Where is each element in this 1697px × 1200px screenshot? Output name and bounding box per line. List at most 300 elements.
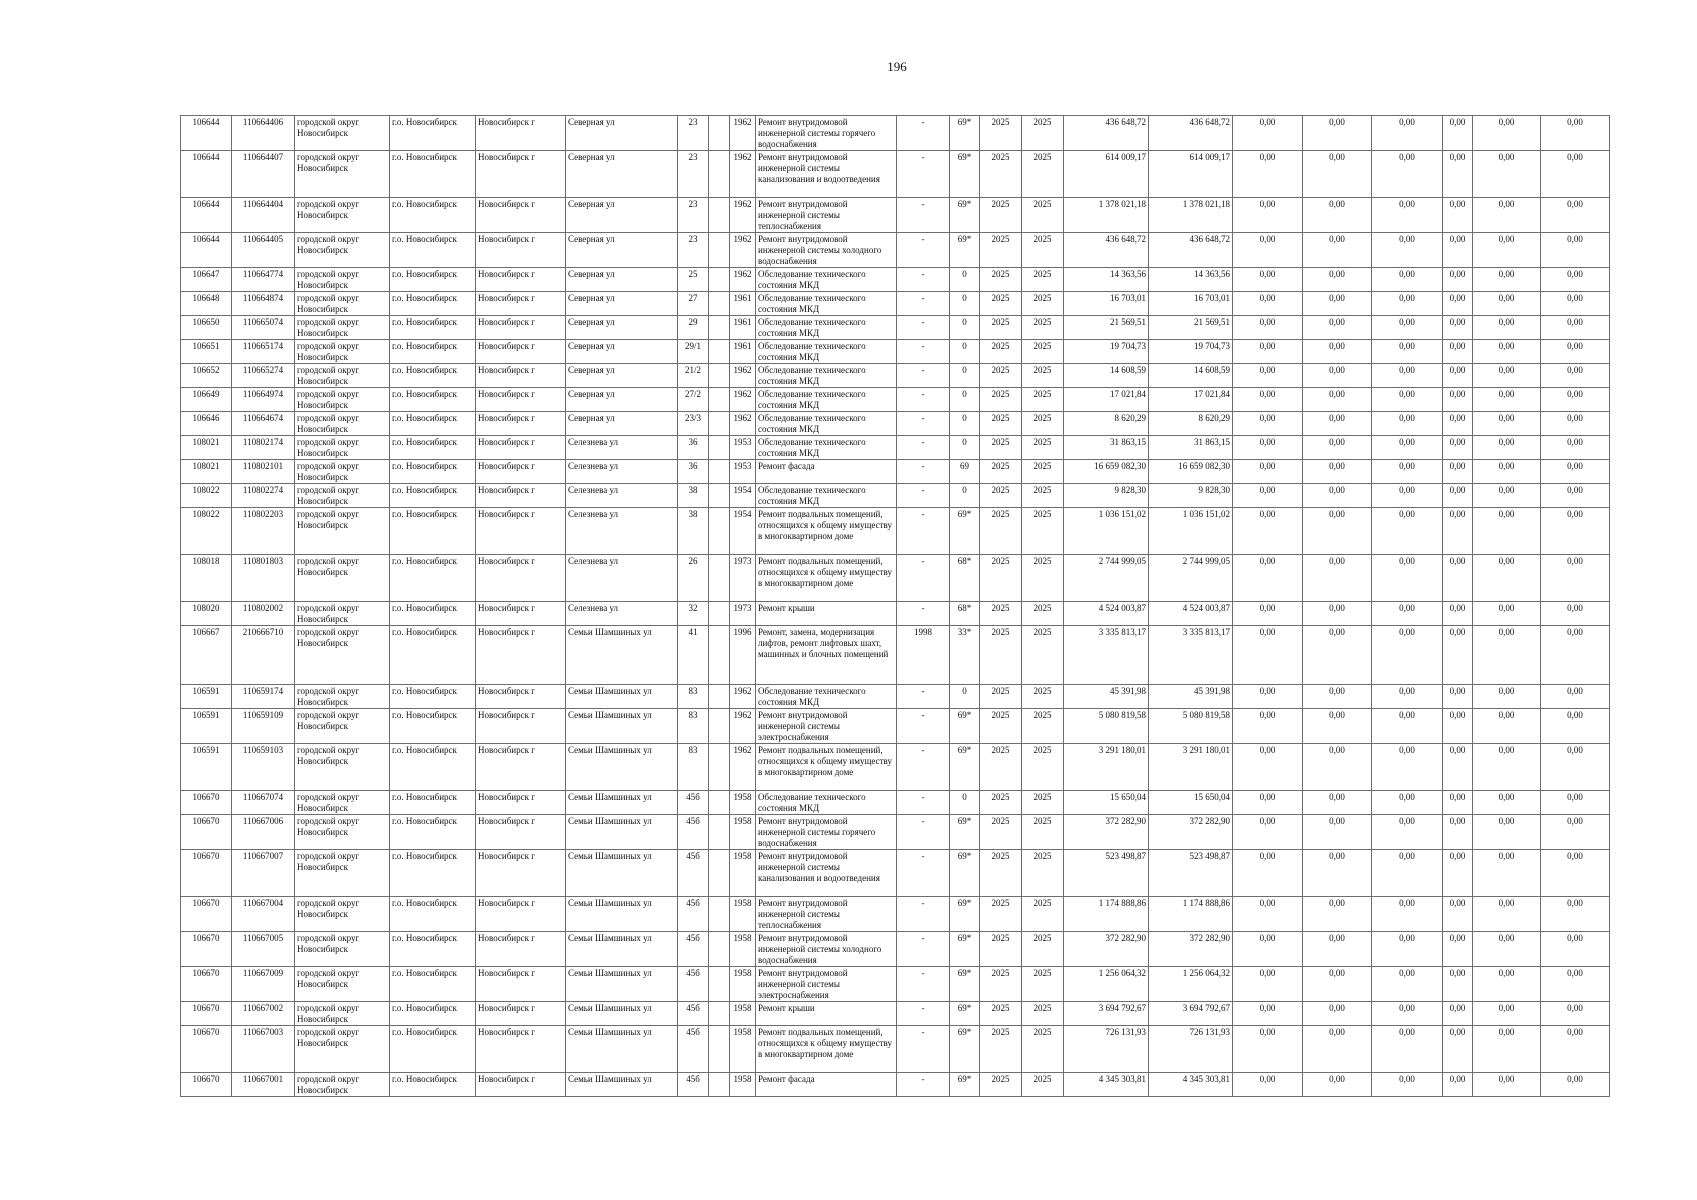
cell-housing	[709, 1002, 730, 1026]
cell-cost-col-6: 0,00	[1443, 292, 1473, 316]
cell-total-cost: 4 345 303,81	[1064, 1073, 1149, 1097]
cell-cost-col-4: 0,00	[1303, 815, 1372, 850]
cell-work-id: 110664406	[232, 116, 295, 151]
cell-cost-col-4: 0,00	[1303, 897, 1372, 932]
cell-fund-cost: 4 345 303,81	[1149, 1073, 1233, 1097]
cell-cost-col-8: 0,00	[1541, 233, 1610, 268]
cell-settlement: Новосибирск г	[476, 292, 566, 316]
cell-build-year: 1958	[730, 791, 756, 815]
cell-object-id: 108020	[181, 602, 232, 626]
cell-cost-col-5: 0,00	[1372, 508, 1443, 555]
cell-plan-end-year: 2025	[1022, 709, 1064, 744]
cell-house-number: 38	[678, 484, 709, 508]
cell-settlement: Новосибирск г	[476, 436, 566, 460]
cell-object-id: 106647	[181, 268, 232, 292]
cell-object-id: 106644	[181, 151, 232, 198]
cell-cost-col-6: 0,00	[1443, 436, 1473, 460]
cell-build-year: 1962	[730, 198, 756, 233]
cell-cost-col-6: 0,00	[1443, 484, 1473, 508]
cell-cost-col-5: 0,00	[1372, 1026, 1443, 1073]
cell-work-type: Ремонт крыши	[756, 1002, 897, 1026]
cell-total-cost: 1 256 064,32	[1064, 967, 1149, 1002]
cell-work-type: Ремонт подвальных помещений, относящихся к общему имуществу в многоквартирном доме	[756, 555, 897, 602]
cell-wear-percent: 69*	[950, 233, 980, 268]
cell-cost-col-8: 0,00	[1541, 116, 1610, 151]
table-row	[181, 151, 1610, 198]
cell-work-id: 110667001	[232, 1073, 295, 1097]
cell-work-type: Обследование технического состояния МКД	[756, 484, 897, 508]
cell-cost-col-6: 0,00	[1443, 897, 1473, 932]
cell-cost-col-8: 0,00	[1541, 791, 1610, 815]
cell-street: Северная ул	[566, 412, 678, 436]
cell-cost-col-3: 0,00	[1233, 815, 1303, 850]
cell-municipal-district: городской округ Новосибирск	[295, 268, 390, 292]
cell-cost-col-4: 0,00	[1303, 1002, 1372, 1026]
cell-cost-col-3: 0,00	[1233, 602, 1303, 626]
cell-municipal-district: городской округ Новосибирск	[295, 1002, 390, 1026]
cell-last-repair-year: -	[897, 292, 950, 316]
cell-object-id: 106644	[181, 233, 232, 268]
cell-plan-end-year: 2025	[1022, 412, 1064, 436]
cell-build-year: 1958	[730, 967, 756, 1002]
cell-municipal-district: городской округ Новосибирск	[295, 198, 390, 233]
cell-work-id: 110667005	[232, 932, 295, 967]
cell-work-id: 110664407	[232, 151, 295, 198]
cell-cost-col-5: 0,00	[1372, 412, 1443, 436]
cell-house-number: 45б	[678, 932, 709, 967]
cell-work-id: 110802203	[232, 508, 295, 555]
cell-total-cost: 614 009,17	[1064, 151, 1149, 198]
cell-last-repair-year: 1998	[897, 626, 950, 685]
cell-settlement: Новосибирск г	[476, 791, 566, 815]
cell-build-year: 1954	[730, 484, 756, 508]
cell-cost-col-3: 0,00	[1233, 709, 1303, 744]
cell-cost-col-7: 0,00	[1473, 685, 1541, 709]
cell-wear-percent: 69	[950, 460, 980, 484]
cell-work-type: Ремонт подвальных помещений, относящихся к общему имуществу в многоквартирном доме	[756, 508, 897, 555]
cell-cost-col-7: 0,00	[1473, 364, 1541, 388]
cell-wear-percent: 68*	[950, 555, 980, 602]
cell-housing	[709, 967, 730, 1002]
cell-last-repair-year: -	[897, 412, 950, 436]
cell-fund-cost: 2 744 999,05	[1149, 555, 1233, 602]
cell-fund-cost: 436 648,72	[1149, 233, 1233, 268]
cell-settlement: Новосибирск г	[476, 1026, 566, 1073]
cell-cost-col-8: 0,00	[1541, 484, 1610, 508]
cell-work-id: 110667074	[232, 791, 295, 815]
cell-work-id: 110801803	[232, 555, 295, 602]
table-row	[181, 602, 1610, 626]
cell-cost-col-8: 0,00	[1541, 436, 1610, 460]
cell-work-type: Обследование технического состояния МКД	[756, 412, 897, 436]
cell-last-repair-year: -	[897, 897, 950, 932]
cell-housing	[709, 268, 730, 292]
cell-cost-col-8: 0,00	[1541, 685, 1610, 709]
cell-work-id: 110665074	[232, 316, 295, 340]
cell-work-type: Ремонт крыши	[756, 602, 897, 626]
cell-municipal-district: городской округ Новосибирск	[295, 791, 390, 815]
cell-wear-percent: 69*	[950, 850, 980, 897]
cell-cost-col-6: 0,00	[1443, 555, 1473, 602]
table-row	[181, 709, 1610, 744]
cell-cost-col-8: 0,00	[1541, 412, 1610, 436]
cell-house-number: 21/2	[678, 364, 709, 388]
cell-work-type: Обследование технического состояния МКД	[756, 340, 897, 364]
cell-municipal-district: городской округ Новосибирск	[295, 850, 390, 897]
cell-cost-col-7: 0,00	[1473, 850, 1541, 897]
cell-street: Селезнева ул	[566, 508, 678, 555]
cell-total-cost: 14 608,59	[1064, 364, 1149, 388]
cell-fund-cost: 1 378 021,18	[1149, 198, 1233, 233]
cell-fund-cost: 5 080 819,58	[1149, 709, 1233, 744]
cell-street: Северная ул	[566, 364, 678, 388]
cell-cost-col-3: 0,00	[1233, 198, 1303, 233]
cell-cost-col-5: 0,00	[1372, 685, 1443, 709]
cell-last-repair-year: -	[897, 555, 950, 602]
cell-municipal-district: городской округ Новосибирск	[295, 233, 390, 268]
cell-wear-percent: 69*	[950, 508, 980, 555]
cell-cost-col-3: 0,00	[1233, 233, 1303, 268]
cell-city-district: г.о. Новосибирск	[390, 340, 476, 364]
cell-work-id: 110802274	[232, 484, 295, 508]
cell-object-id: 106670	[181, 932, 232, 967]
cell-cost-col-5: 0,00	[1372, 484, 1443, 508]
cell-cost-col-8: 0,00	[1541, 198, 1610, 233]
cell-wear-percent: 33*	[950, 626, 980, 685]
cell-wear-percent: 0	[950, 388, 980, 412]
cell-housing	[709, 791, 730, 815]
cell-settlement: Новосибирск г	[476, 268, 566, 292]
cell-work-type: Обследование технического состояния МКД	[756, 268, 897, 292]
cell-cost-col-4: 0,00	[1303, 388, 1372, 412]
cell-housing	[709, 709, 730, 744]
cell-housing	[709, 198, 730, 233]
cell-work-id: 110667004	[232, 897, 295, 932]
cell-street: Северная ул	[566, 316, 678, 340]
cell-house-number: 83	[678, 709, 709, 744]
cell-build-year: 1962	[730, 151, 756, 198]
cell-object-id: 106591	[181, 685, 232, 709]
cell-plan-end-year: 2025	[1022, 685, 1064, 709]
cell-object-id: 108021	[181, 436, 232, 460]
cell-total-cost: 9 828,30	[1064, 484, 1149, 508]
cell-city-district: г.о. Новосибирск	[390, 850, 476, 897]
cell-city-district: г.о. Новосибирск	[390, 555, 476, 602]
cell-last-repair-year: -	[897, 151, 950, 198]
cell-housing	[709, 460, 730, 484]
cell-house-number: 27	[678, 292, 709, 316]
cell-municipal-district: городской округ Новосибирск	[295, 388, 390, 412]
cell-housing	[709, 151, 730, 198]
cell-cost-col-8: 0,00	[1541, 709, 1610, 744]
cell-last-repair-year: -	[897, 116, 950, 151]
cell-plan-end-year: 2025	[1022, 850, 1064, 897]
table-row	[181, 1026, 1610, 1073]
cell-plan-end-year: 2025	[1022, 484, 1064, 508]
cell-street: Семьи Шамшиных ул	[566, 1002, 678, 1026]
cell-object-id: 106670	[181, 1002, 232, 1026]
cell-object-id: 106648	[181, 292, 232, 316]
cell-cost-col-7: 0,00	[1473, 340, 1541, 364]
cell-last-repair-year: -	[897, 602, 950, 626]
cell-work-type: Обследование технического состояния МКД	[756, 436, 897, 460]
cell-object-id: 106670	[181, 791, 232, 815]
cell-work-type: Ремонт внутридомовой инженерной системы теплоснабжения	[756, 198, 897, 233]
cell-total-cost: 31 863,15	[1064, 436, 1149, 460]
cell-municipal-district: городской округ Новосибирск	[295, 626, 390, 685]
cell-plan-start-year: 2025	[980, 1002, 1022, 1026]
table-row	[181, 791, 1610, 815]
cell-city-district: г.о. Новосибирск	[390, 744, 476, 791]
cell-build-year: 1962	[730, 709, 756, 744]
cell-build-year: 1958	[730, 897, 756, 932]
cell-municipal-district: городской округ Новосибирск	[295, 815, 390, 850]
cell-settlement: Новосибирск г	[476, 709, 566, 744]
cell-cost-col-7: 0,00	[1473, 268, 1541, 292]
cell-total-cost: 3 335 813,17	[1064, 626, 1149, 685]
cell-settlement: Новосибирск г	[476, 151, 566, 198]
table-row	[181, 292, 1610, 316]
cell-cost-col-3: 0,00	[1233, 508, 1303, 555]
cell-build-year: 1958	[730, 1002, 756, 1026]
table-row	[181, 744, 1610, 791]
page-number: 196	[887, 59, 907, 74]
cell-city-district: г.о. Новосибирск	[390, 412, 476, 436]
cell-cost-col-6: 0,00	[1443, 268, 1473, 292]
cell-cost-col-3: 0,00	[1233, 436, 1303, 460]
cell-total-cost: 21 569,51	[1064, 316, 1149, 340]
cell-wear-percent: 0	[950, 268, 980, 292]
cell-total-cost: 16 703,01	[1064, 292, 1149, 316]
cell-cost-col-8: 0,00	[1541, 388, 1610, 412]
cell-cost-col-6: 0,00	[1443, 602, 1473, 626]
cell-cost-col-6: 0,00	[1443, 116, 1473, 151]
cell-object-id: 106591	[181, 744, 232, 791]
cell-cost-col-8: 0,00	[1541, 364, 1610, 388]
cell-work-type: Ремонт внутридомовой инженерной системы горячего водоснабжения	[756, 116, 897, 151]
cell-city-district: г.о. Новосибирск	[390, 1002, 476, 1026]
cell-plan-start-year: 2025	[980, 709, 1022, 744]
cell-cost-col-6: 0,00	[1443, 198, 1473, 233]
cell-last-repair-year: -	[897, 340, 950, 364]
cell-cost-col-7: 0,00	[1473, 233, 1541, 268]
cell-last-repair-year: -	[897, 850, 950, 897]
cell-fund-cost: 436 648,72	[1149, 116, 1233, 151]
cell-housing	[709, 292, 730, 316]
cell-city-district: г.о. Новосибирск	[390, 709, 476, 744]
cell-fund-cost: 372 282,90	[1149, 932, 1233, 967]
cell-plan-end-year: 2025	[1022, 815, 1064, 850]
cell-last-repair-year: -	[897, 268, 950, 292]
cell-fund-cost: 4 524 003,87	[1149, 602, 1233, 626]
cell-municipal-district: городской округ Новосибирск	[295, 292, 390, 316]
cell-street: Селезнева ул	[566, 484, 678, 508]
cell-housing	[709, 233, 730, 268]
cell-municipal-district: городской округ Новосибирск	[295, 932, 390, 967]
table-row	[181, 364, 1610, 388]
cell-plan-start-year: 2025	[980, 388, 1022, 412]
cell-cost-col-3: 0,00	[1233, 292, 1303, 316]
cell-plan-start-year: 2025	[980, 744, 1022, 791]
cell-housing	[709, 116, 730, 151]
cell-plan-start-year: 2025	[980, 626, 1022, 685]
cell-house-number: 45б	[678, 967, 709, 1002]
cell-city-district: г.о. Новосибирск	[390, 484, 476, 508]
cell-house-number: 45б	[678, 850, 709, 897]
cell-house-number: 23	[678, 116, 709, 151]
cell-work-type: Обследование технического состояния МКД	[756, 292, 897, 316]
cell-fund-cost: 15 650,04	[1149, 791, 1233, 815]
cell-plan-end-year: 2025	[1022, 364, 1064, 388]
cell-object-id: 106644	[181, 198, 232, 233]
cell-house-number: 25	[678, 268, 709, 292]
cell-wear-percent: 68*	[950, 602, 980, 626]
cell-work-id: 110667002	[232, 1002, 295, 1026]
cell-city-district: г.о. Новосибирск	[390, 460, 476, 484]
cell-street: Семьи Шамшиных ул	[566, 626, 678, 685]
cell-housing	[709, 388, 730, 412]
cell-last-repair-year: -	[897, 709, 950, 744]
cell-settlement: Новосибирск г	[476, 555, 566, 602]
table-row	[181, 508, 1610, 555]
cell-municipal-district: городской округ Новосибирск	[295, 116, 390, 151]
cell-last-repair-year: -	[897, 233, 950, 268]
cell-total-cost: 17 021,84	[1064, 388, 1149, 412]
cell-fund-cost: 31 863,15	[1149, 436, 1233, 460]
cell-plan-end-year: 2025	[1022, 555, 1064, 602]
cell-wear-percent: 0	[950, 340, 980, 364]
cell-cost-col-7: 0,00	[1473, 897, 1541, 932]
cell-house-number: 41	[678, 626, 709, 685]
table-row	[181, 316, 1610, 340]
cell-cost-col-3: 0,00	[1233, 791, 1303, 815]
cell-cost-col-7: 0,00	[1473, 508, 1541, 555]
cell-plan-start-year: 2025	[980, 555, 1022, 602]
cell-settlement: Новосибирск г	[476, 198, 566, 233]
cell-municipal-district: городской округ Новосибирск	[295, 685, 390, 709]
cell-house-number: 26	[678, 555, 709, 602]
cell-cost-col-5: 0,00	[1372, 436, 1443, 460]
cell-house-number: 23/3	[678, 412, 709, 436]
cell-work-type: Ремонт внутридомовой инженерной системы электроснабжения	[756, 709, 897, 744]
cell-city-district: г.о. Новосибирск	[390, 316, 476, 340]
cell-cost-col-6: 0,00	[1443, 1026, 1473, 1073]
cell-build-year: 1962	[730, 364, 756, 388]
table-row	[181, 1073, 1610, 1097]
cell-cost-col-4: 0,00	[1303, 340, 1372, 364]
cell-wear-percent: 0	[950, 412, 980, 436]
cell-plan-start-year: 2025	[980, 1073, 1022, 1097]
cell-cost-col-4: 0,00	[1303, 685, 1372, 709]
table-row	[181, 116, 1610, 151]
table-row	[181, 626, 1610, 685]
cell-cost-col-3: 0,00	[1233, 967, 1303, 1002]
cell-work-type: Обследование технического состояния МКД	[756, 685, 897, 709]
cell-plan-end-year: 2025	[1022, 1002, 1064, 1026]
table-row	[181, 967, 1610, 1002]
cell-plan-start-year: 2025	[980, 1026, 1022, 1073]
cell-build-year: 1962	[730, 744, 756, 791]
cell-cost-col-3: 0,00	[1233, 388, 1303, 412]
cell-housing	[709, 932, 730, 967]
cell-city-district: г.о. Новосибирск	[390, 508, 476, 555]
cell-last-repair-year: -	[897, 685, 950, 709]
cell-cost-col-7: 0,00	[1473, 932, 1541, 967]
cell-cost-col-7: 0,00	[1473, 316, 1541, 340]
cell-fund-cost: 3 335 813,17	[1149, 626, 1233, 685]
cell-work-type: Ремонт внутридомовой инженерной системы электроснабжения	[756, 967, 897, 1002]
cell-wear-percent: 69*	[950, 151, 980, 198]
cell-street: Семьи Шамшиных ул	[566, 744, 678, 791]
cell-object-id: 106670	[181, 850, 232, 897]
cell-settlement: Новосибирск г	[476, 897, 566, 932]
cell-settlement: Новосибирск г	[476, 340, 566, 364]
cell-plan-start-year: 2025	[980, 316, 1022, 340]
cell-cost-col-7: 0,00	[1473, 436, 1541, 460]
cell-last-repair-year: -	[897, 436, 950, 460]
cell-cost-col-5: 0,00	[1372, 897, 1443, 932]
cell-street: Семьи Шамшиных ул	[566, 1026, 678, 1073]
cell-city-district: г.о. Новосибирск	[390, 292, 476, 316]
cell-municipal-district: городской округ Новосибирск	[295, 602, 390, 626]
cell-street: Северная ул	[566, 340, 678, 364]
cell-work-type: Ремонт внутридомовой инженерной системы канализования и водоотведения	[756, 850, 897, 897]
cell-cost-col-4: 0,00	[1303, 198, 1372, 233]
cell-cost-col-6: 0,00	[1443, 815, 1473, 850]
cell-house-number: 83	[678, 744, 709, 791]
cell-street: Селезнева ул	[566, 602, 678, 626]
cell-plan-end-year: 2025	[1022, 388, 1064, 412]
cell-house-number: 27/2	[678, 388, 709, 412]
cell-fund-cost: 1 174 888,86	[1149, 897, 1233, 932]
cell-build-year: 1996	[730, 626, 756, 685]
cell-housing	[709, 1026, 730, 1073]
cell-cost-col-5: 0,00	[1372, 198, 1443, 233]
cell-cost-col-3: 0,00	[1233, 364, 1303, 388]
cell-cost-col-3: 0,00	[1233, 316, 1303, 340]
cell-plan-start-year: 2025	[980, 116, 1022, 151]
cell-plan-start-year: 2025	[980, 932, 1022, 967]
cell-cost-col-4: 0,00	[1303, 967, 1372, 1002]
cell-build-year: 1962	[730, 685, 756, 709]
cell-cost-col-3: 0,00	[1233, 897, 1303, 932]
cell-fund-cost: 614 009,17	[1149, 151, 1233, 198]
cell-last-repair-year: -	[897, 1073, 950, 1097]
cell-cost-col-3: 0,00	[1233, 1002, 1303, 1026]
cell-cost-col-3: 0,00	[1233, 340, 1303, 364]
cell-city-district: г.о. Новосибирск	[390, 116, 476, 151]
cell-house-number: 45б	[678, 1073, 709, 1097]
cell-cost-col-8: 0,00	[1541, 602, 1610, 626]
cell-cost-col-8: 0,00	[1541, 744, 1610, 791]
cell-cost-col-5: 0,00	[1372, 709, 1443, 744]
cell-municipal-district: городской округ Новосибирск	[295, 897, 390, 932]
cell-housing	[709, 1073, 730, 1097]
cell-cost-col-7: 0,00	[1473, 967, 1541, 1002]
cell-municipal-district: городской округ Новосибирск	[295, 364, 390, 388]
cell-build-year: 1958	[730, 1026, 756, 1073]
cell-object-id: 106644	[181, 116, 232, 151]
cell-cost-col-5: 0,00	[1372, 850, 1443, 897]
cell-object-id: 106670	[181, 1026, 232, 1073]
cell-cost-col-3: 0,00	[1233, 850, 1303, 897]
cell-street: Северная ул	[566, 116, 678, 151]
cell-city-district: г.о. Новосибирск	[390, 436, 476, 460]
cell-city-district: г.о. Новосибирск	[390, 364, 476, 388]
cell-settlement: Новосибирск г	[476, 316, 566, 340]
cell-cost-col-7: 0,00	[1473, 116, 1541, 151]
cell-fund-cost: 372 282,90	[1149, 815, 1233, 850]
